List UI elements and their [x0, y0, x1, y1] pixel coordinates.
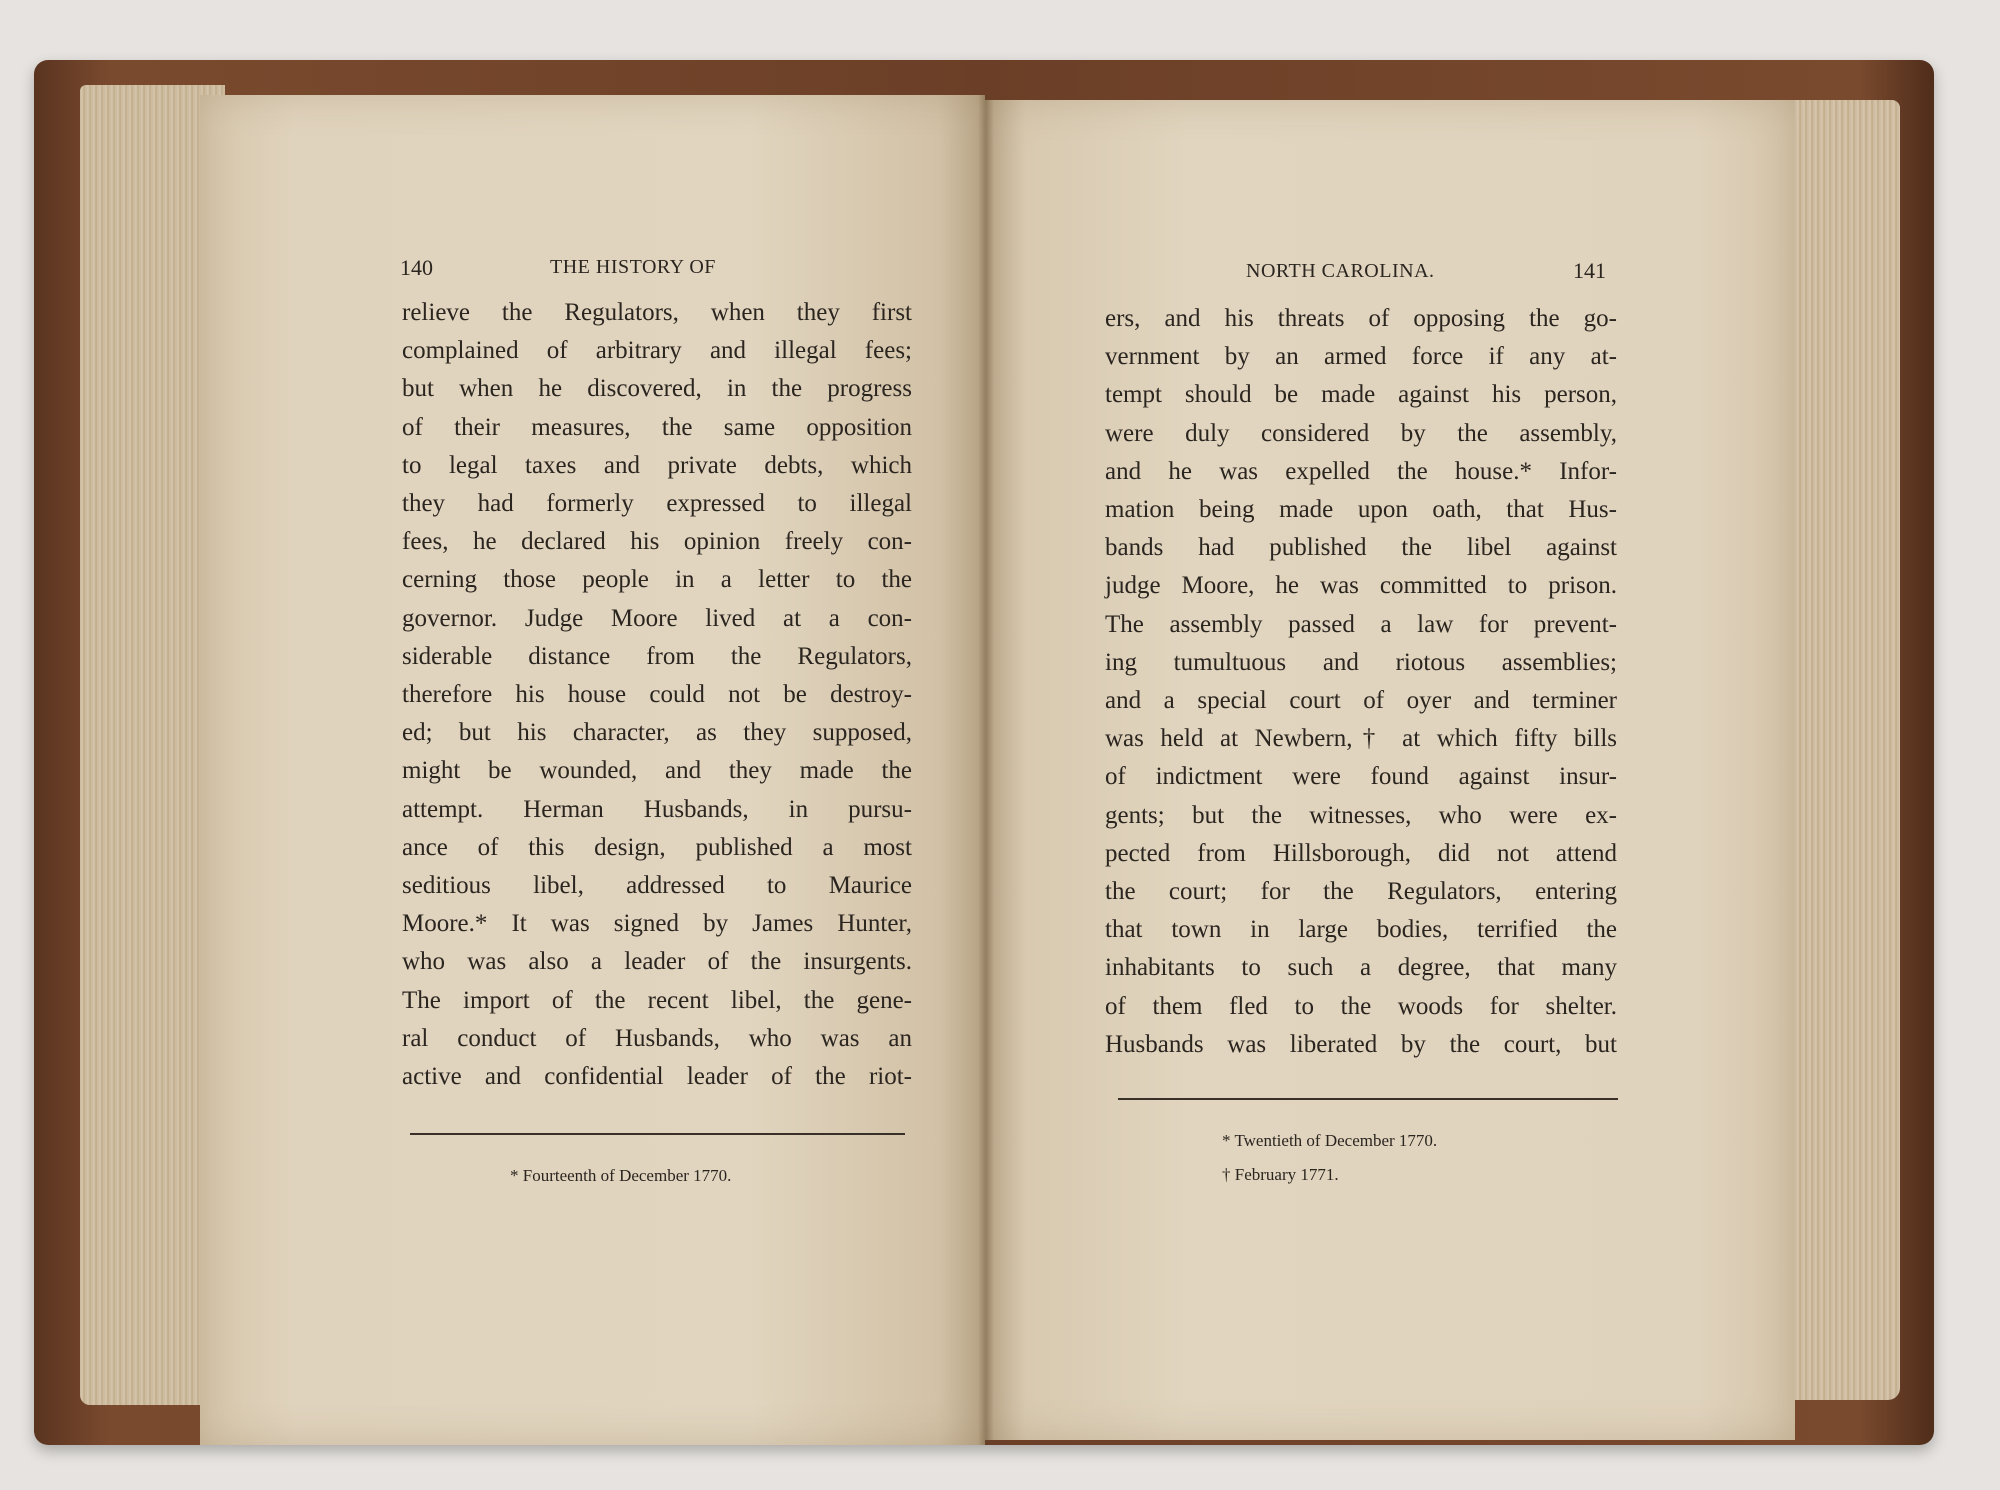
text-line: seditious libel, addressed to Maurice	[402, 872, 912, 899]
right-running-head: NORTH CAROLINA.	[1246, 260, 1435, 282]
text-line: Husbands was liberated by the court, but	[1105, 1030, 1617, 1058]
text-line: active and confidential leader of the riot-	[402, 1063, 912, 1090]
text-line: was held at Newbern,† at which fifty bills	[1105, 725, 1617, 753]
right-page-number: 141	[1573, 258, 1606, 283]
text-line: the court; for the Regulators, entering	[1105, 878, 1617, 905]
text-line: ed; but his character, as they supposed,	[402, 719, 912, 747]
right-footnote-1: * Twentieth of December 1770.	[1222, 1131, 1438, 1150]
text-line: Moore.* It was signed by James Hunter,	[402, 910, 912, 938]
text-line: who was also a leader of the insurgents.	[402, 948, 912, 976]
text-line: bands had published the libel against	[1105, 534, 1617, 562]
right-page-edges	[1790, 100, 1900, 1400]
left-running-head: THE HISTORY OF	[550, 256, 716, 278]
text-line: to legal taxes and private debts, which	[402, 451, 912, 479]
text-line: therefore his house could not be destroy-	[402, 681, 912, 708]
text-line: of their measures, the same opposition	[402, 413, 912, 441]
text-line: they had formerly expressed to illegal	[402, 490, 912, 517]
text-line: governor. Judge Moore lived at a con-	[402, 604, 912, 632]
left-footnote: * Fourteenth of December 1770.	[510, 1166, 732, 1185]
text-line: siderable distance from the Regulators,	[402, 642, 912, 670]
text-line: of them fled to the woods for shelter.	[1105, 992, 1617, 1020]
left-footnote-rule	[410, 1133, 905, 1135]
text-line: ral conduct of Husbands, who was an	[402, 1024, 912, 1052]
text-line: inhabitants to such a degree, that many	[1105, 954, 1617, 982]
book-gutter	[978, 95, 994, 1445]
text-line: tempt should be made against his person,	[1105, 381, 1617, 409]
text-line: mation being made upon oath, that Hus-	[1105, 496, 1617, 523]
text-line: judge Moore, he was committed to prison.	[1105, 572, 1617, 600]
text-line: complained of arbitrary and illegal fees;	[402, 337, 912, 365]
text-line: pected from Hillsborough, did not attend	[1105, 839, 1617, 867]
right-footnote-2: † February 1771.	[1222, 1165, 1339, 1184]
text-line: might be wounded, and they made the	[402, 757, 912, 785]
text-line: ing tumultuous and riotous assemblies;	[1105, 648, 1617, 676]
right-footnote-rule	[1118, 1098, 1618, 1100]
text-line: ers, and his threats of opposing the go-	[1105, 305, 1617, 332]
text-line: relieve the Regulators, when they first	[402, 299, 912, 326]
text-line: cerning those people in a letter to the	[402, 566, 912, 594]
text-line: and he was expelled the house.* Infor-	[1105, 457, 1617, 485]
text-line: that town in large bodies, terrified the	[1105, 916, 1617, 944]
text-line: were duly considered by the assembly,	[1105, 419, 1617, 447]
text-line: of indictment were found against insur-	[1105, 763, 1617, 791]
text-line: but when he discovered, in the progress	[402, 375, 912, 403]
text-line: gents; but the witnesses, who were ex-	[1105, 801, 1617, 829]
text-line: attempt. Herman Husbands, in pursu-	[402, 795, 912, 823]
text-line: vernment by an armed force if any at-	[1105, 343, 1617, 371]
text-line: ance of this design, published a most	[402, 833, 912, 861]
text-line: The assembly passed a law for prevent-	[1105, 610, 1617, 638]
text-line: fees, he declared his opinion freely con-	[402, 528, 912, 556]
text-line: and a special court of oyer and terminer	[1105, 687, 1617, 714]
left-page-number: 140	[400, 255, 433, 280]
text-line: The import of the recent libel, the gene-	[402, 986, 912, 1014]
